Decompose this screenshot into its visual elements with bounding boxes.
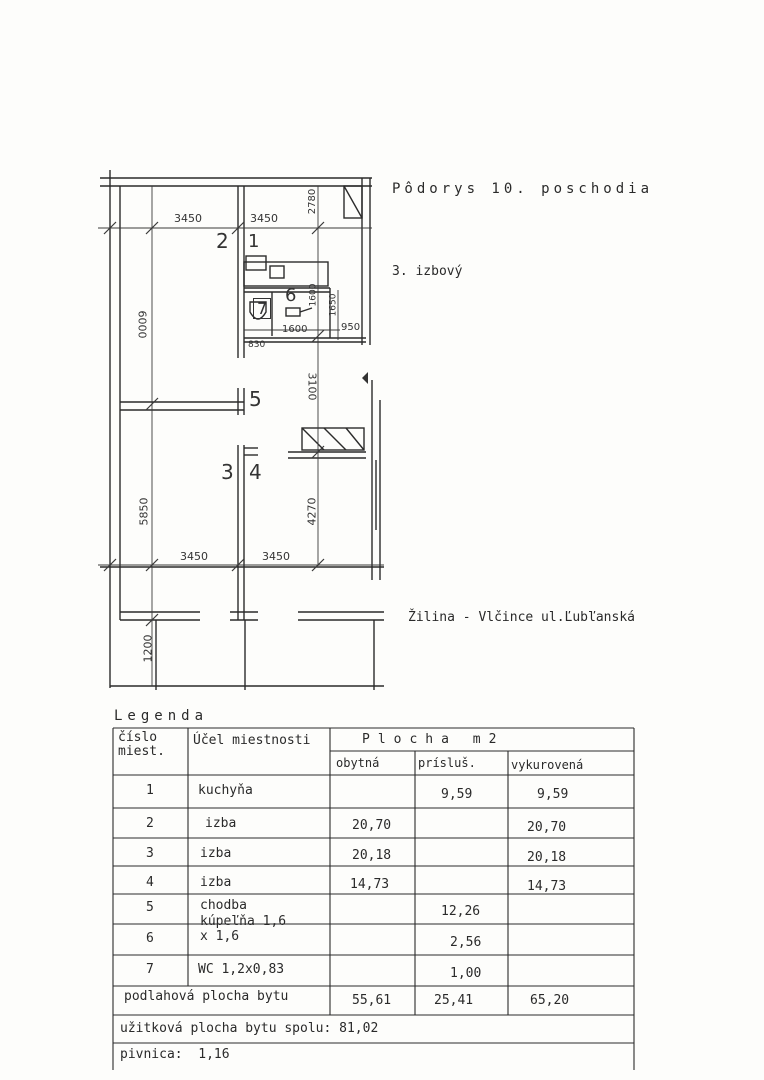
legend-row-number: 1 bbox=[146, 783, 154, 798]
dim-label: 950 bbox=[341, 322, 361, 333]
location-label: Žilina - Vlčince ul.Ľubľanská bbox=[408, 610, 635, 625]
room-number-4: 4 bbox=[249, 460, 262, 484]
room-number-7: 7 bbox=[253, 298, 271, 319]
legend-row-living: 20,18 bbox=[352, 848, 392, 863]
legend-row-number: 6 bbox=[146, 931, 154, 946]
legend-row-purpose: kúpeľňa 1,6 x 1,6 bbox=[200, 914, 287, 944]
legend-header-heated: vykurovená bbox=[511, 758, 584, 772]
floor-area-heated: 65,20 bbox=[530, 993, 570, 1008]
dim-label: 3450 bbox=[180, 550, 208, 563]
legend-row-purpose: izba bbox=[200, 846, 232, 861]
dim-label: 3450 bbox=[262, 550, 290, 563]
legend-header-number: číslo miest. bbox=[118, 730, 165, 759]
floor-area-accessory: 25,41 bbox=[434, 993, 474, 1008]
legend-row-accessory: 9,59 bbox=[441, 787, 473, 802]
dim-label: 830 bbox=[248, 340, 266, 350]
legend-header-area: Plocha m2 bbox=[362, 732, 505, 747]
dim-label: 4270 bbox=[305, 497, 319, 526]
dim-label: 3450 bbox=[250, 212, 278, 225]
legend-row-heated: 20,18 bbox=[527, 850, 567, 865]
plan-title: Pôdorys 10. poschodia bbox=[392, 181, 654, 197]
legend-header-accessory: prísluš. bbox=[418, 756, 476, 770]
legend-row-living: 20,70 bbox=[352, 818, 392, 833]
legend-row-purpose: chodba bbox=[200, 898, 247, 913]
dim-label: 5850 bbox=[137, 497, 151, 526]
useful-area: užitková plocha bytu spolu: 81,02 bbox=[120, 1021, 379, 1036]
floor-area-living: 55,61 bbox=[352, 993, 392, 1008]
room-number-3: 3 bbox=[221, 460, 234, 484]
legend-row-purpose: izba bbox=[200, 875, 232, 890]
legend-row-purpose: kuchyňa bbox=[198, 783, 253, 798]
legend-row-accessory: 12,26 bbox=[441, 904, 481, 919]
dim-label: 1600 bbox=[282, 324, 308, 335]
legend-row-heated: 20,70 bbox=[527, 820, 567, 835]
legend-header-living: obytná bbox=[336, 756, 380, 770]
legend-row-heated: 9,59 bbox=[537, 787, 569, 802]
cellar-area: pivnica: 1,16 bbox=[120, 1047, 230, 1062]
legend-header-purpose: Účel miestnosti bbox=[193, 733, 311, 748]
legend-title: Legenda bbox=[114, 708, 209, 724]
floor-area-label: podlahová plocha bytu bbox=[124, 989, 289, 1004]
room-number-5: 5 bbox=[249, 387, 262, 411]
legend-row-purpose: izba bbox=[205, 816, 237, 831]
legend-row-purpose: WC 1,2x0,83 bbox=[198, 962, 285, 977]
legend-row-number: 3 bbox=[146, 846, 154, 861]
dim-label: 2780 bbox=[307, 188, 319, 215]
dim-label: 1200 bbox=[141, 634, 155, 663]
legend-row-accessory: 1,00 bbox=[450, 966, 482, 981]
dim-label: 3450 bbox=[174, 212, 202, 225]
dim-label: 3100 bbox=[305, 372, 319, 401]
legend-row-number: 4 bbox=[146, 875, 154, 890]
dim-label: 1600 bbox=[308, 283, 319, 307]
legend-row-living: 14,73 bbox=[350, 877, 390, 892]
apartment-type: 3. izbový bbox=[392, 264, 463, 279]
room-number-1: 1 bbox=[248, 231, 260, 252]
room-number-2: 2 bbox=[216, 229, 229, 253]
legend-row-heated: 14,73 bbox=[527, 879, 567, 894]
legend-row-number: 2 bbox=[146, 816, 154, 831]
room-number-6: 6 bbox=[285, 285, 297, 306]
legend-row-accessory: 2,56 bbox=[450, 935, 482, 950]
dim-label: 6000 bbox=[135, 310, 149, 339]
legend-row-number: 7 bbox=[146, 962, 154, 977]
legend-row-number: 5 bbox=[146, 900, 154, 915]
dim-label: 1650 bbox=[328, 293, 339, 317]
